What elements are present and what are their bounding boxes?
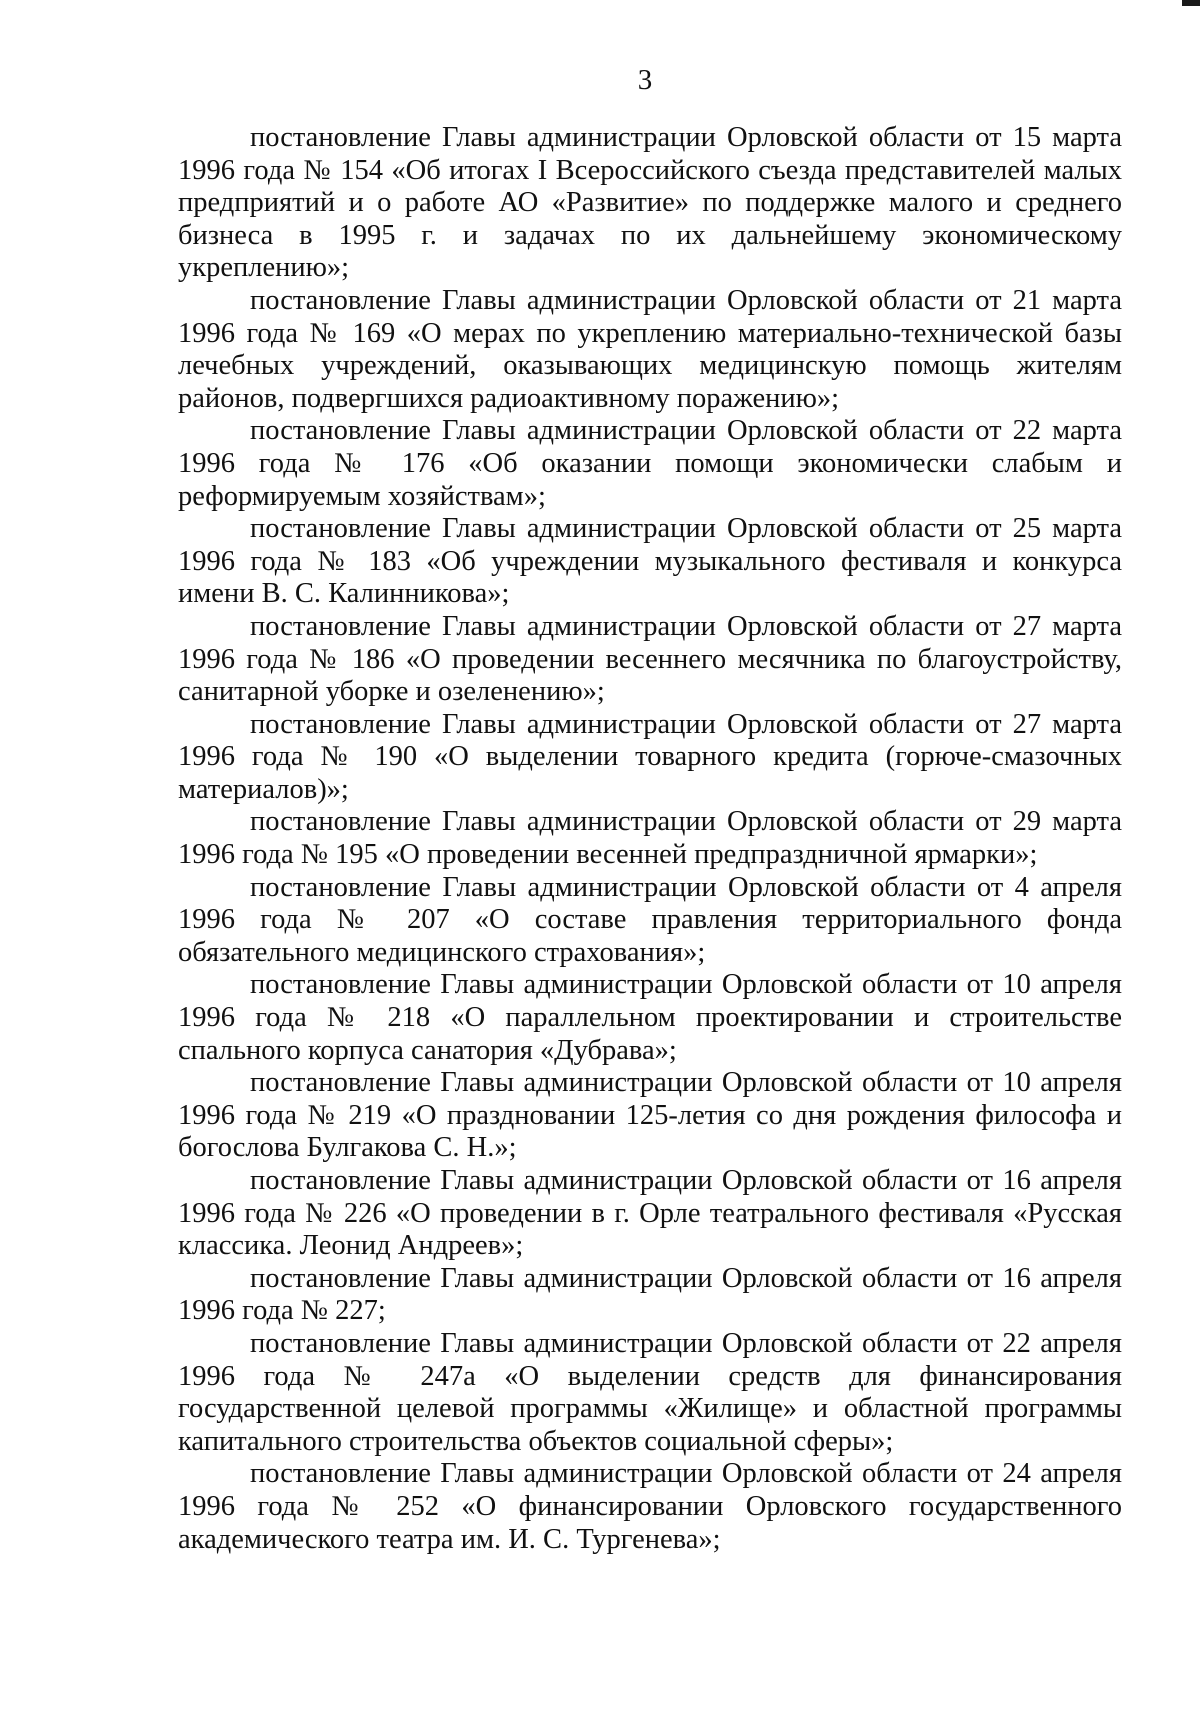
document-body: [178, 122, 1122, 1556]
resolution-paragraph: постановление Главы администрации Орловской области от 21 марта 1996 года № 169 «О мерах по укреплению материально-технической базы лечебных учреждений, оказывающих медицинскую помощь жителям районов, подвергшихся радиоактивному поражению»;: [178, 284, 1122, 414]
resolution-paragraph: постановление Главы администрации Орловской области от 22 марта 1996 года № 176 «Об оказании помощи экономически слабым и реформируемым хозяйствам»;: [178, 415, 1122, 512]
resolution-paragraph: постановление Главы администрации Орловской области от 22 апреля 1996 года № 247а «О выделении средств для финансирования государственной целевой программы «Жилище» и областной программы капитального строительства объектов социальной сферы»;: [178, 1327, 1122, 1457]
resolution-paragraph: постановление Главы администрации Орловской области от 10 апреля 1996 года № 218 «О параллельном проектировании и строительстве спального корпуса санатория «Дубрава»;: [178, 969, 1122, 1066]
page-number: 3: [637, 64, 653, 96]
resolution-paragraph: постановление Главы администрации Орловской области от 27 марта 1996 года № 186 «О проведении весеннего месячника по благоустройству, санитарной уборке и озеленению»;: [178, 610, 1122, 708]
resolution-paragraph: постановление Главы администрации Орловской области от 4 апреля 1996 года № 207 «О составе правления территориального фонда обязательного медицинского страхования»;: [178, 871, 1122, 968]
resolution-paragraph: постановление Главы администрации Орловской области от 15 марта 1996 года № 154 «Об итогах I Всероссийского съезда представителей малых предприятий и о работе АО «Развитие» по поддержке малого и среднего бизнеса в 1995 г. и задачах по их дальнейшему экономическому укреплению»;: [178, 122, 1122, 284]
scan-edge-mark: [1182, 0, 1200, 6]
resolution-paragraph: постановление Главы администрации Орловской области от 16 апреля 1996 года № 226 «О проведении в г. Орле театрального фестиваля «Русская классика. Леонид Андреев»;: [178, 1165, 1122, 1262]
resolution-paragraph: постановление Главы администрации Орловской области от 29 марта 1996 года № 195 «О проведении весенней предпраздничной ярмарки»;: [178, 806, 1122, 871]
resolution-paragraph: постановление Главы администрации Орловской области от 24 апреля 1996 года № 252 «О финансировании Орловского государственного академического театра им. И. С. Тургенева»;: [178, 1458, 1122, 1555]
resolution-paragraph: постановление Главы администрации Орловской области от 16 апреля 1996 года № 227;: [178, 1262, 1122, 1327]
resolution-paragraph: постановление Главы администрации Орловской области от 27 марта 1996 года № 190 «О выделении товарного кредита (горюче-смазочных материалов)»;: [178, 708, 1122, 805]
resolution-paragraph: постановление Главы администрации Орловской области от 25 марта 1996 года № 183 «Об учреждении музыкального фестиваля и конкурса имени В. С. Калинникова»;: [178, 513, 1122, 610]
resolution-paragraph: постановление Главы администрации Орловской области от 10 апреля 1996 года № 219 «О праздновании 125-летия со дня рождения философа и богослова Булгакова С. Н.»;: [178, 1067, 1122, 1164]
